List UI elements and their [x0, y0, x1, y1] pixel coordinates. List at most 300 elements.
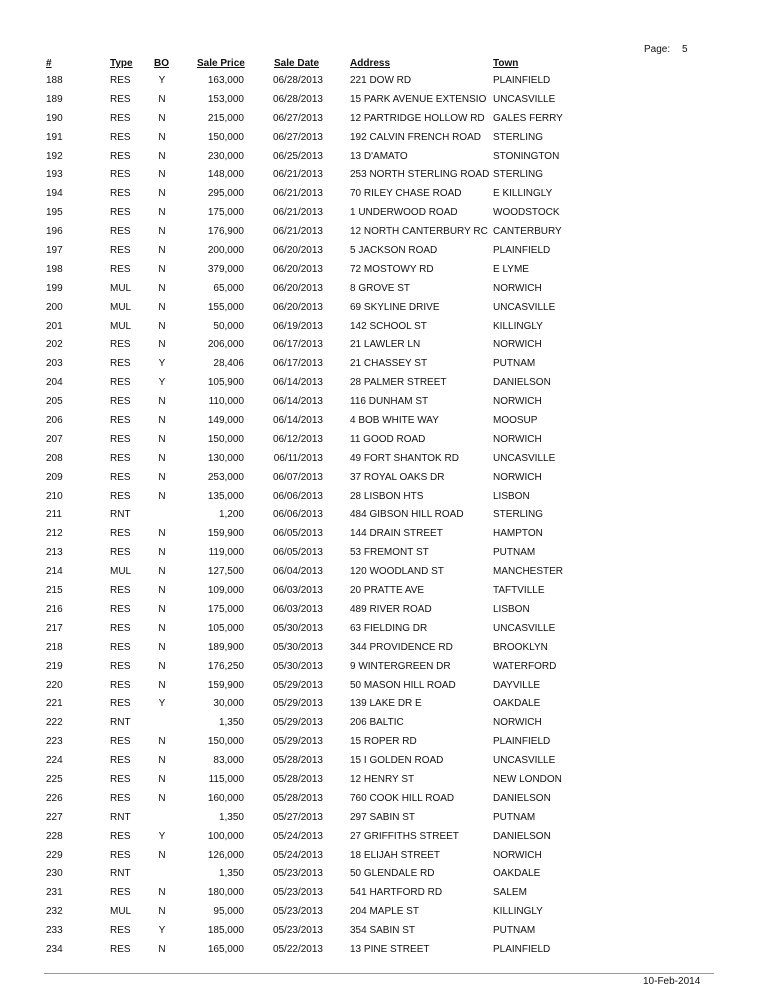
cell-type: RES [110, 547, 131, 559]
table-row [0, 526, 768, 545]
cell-number: 206 [46, 415, 63, 427]
cell-type: RNT [110, 717, 131, 729]
cell-sale-price: 110,000 [208, 396, 244, 408]
table-row [0, 640, 768, 659]
cell-sale-date: 06/03/2013 [272, 585, 323, 597]
cell-sale-price: 119,000 [208, 547, 244, 559]
cell-sale-date: 05/30/2013 [272, 660, 323, 672]
cell-bo: Y [158, 698, 166, 710]
cell-type: RES [110, 603, 131, 615]
cell-type: RES [110, 622, 131, 634]
cell-sale-date: 05/29/2013 [272, 698, 323, 710]
cell-town: STONINGTON [493, 150, 560, 162]
cell-sale-date: 05/23/2013 [272, 887, 323, 899]
cell-type: RES [110, 75, 131, 86]
table-row [0, 92, 768, 111]
cell-address: 15 ROPER RD [350, 736, 417, 748]
cell-sale-price: 105,000 [207, 622, 244, 634]
cell-town: MOOSUP [493, 415, 538, 427]
cell-address: 13 D'AMATO [350, 150, 408, 162]
cell-sale-date: 05/23/2013 [272, 925, 323, 937]
cell-address: 297 SABIN ST [350, 811, 416, 823]
cell-number: 228 [46, 830, 63, 842]
cell-town: STERLING [493, 169, 544, 181]
table-row [0, 866, 768, 885]
cell-bo: N [158, 755, 166, 767]
table-row [0, 319, 768, 338]
cell-sale-date: 05/29/2013 [272, 717, 323, 729]
table-row [0, 73, 768, 92]
table-row [0, 432, 768, 451]
cell-number: 226 [46, 792, 63, 804]
cell-address: 8 GROVE ST [350, 282, 411, 294]
cell-number: 230 [46, 868, 63, 880]
cell-number: 213 [46, 547, 63, 559]
table-row [0, 583, 768, 602]
cell-town: KILLINGLY [493, 906, 543, 918]
cell-type: RES [110, 358, 131, 370]
cell-address: 489 RIVER ROAD [350, 603, 432, 615]
cell-address: 221 DOW RD [350, 75, 412, 86]
cell-address: 116 DUNHAM ST [350, 396, 429, 408]
table-row [0, 621, 768, 640]
cell-town: NORWICH [493, 282, 542, 294]
cell-sale-price: 180,000 [207, 887, 244, 899]
cell-address: 49 FORT SHANTOK RD [350, 452, 459, 464]
cell-town: HAMPTON [493, 528, 543, 540]
table-row [0, 262, 768, 281]
cell-bo: N [158, 943, 166, 955]
cell-number: 200 [46, 301, 63, 313]
cell-sale-price: 200,000 [207, 245, 244, 257]
cell-type: RES [110, 698, 131, 710]
cell-sale-price: 379,000 [207, 263, 244, 275]
cell-town: E LYME [493, 263, 529, 275]
cell-number: 224 [46, 755, 63, 767]
cell-bo: N [158, 320, 166, 332]
cell-sale-price: 50,000 [213, 320, 244, 332]
cell-bo: N [158, 641, 166, 653]
cell-sale-date: 06/14/2013 [272, 415, 323, 427]
cell-town: GALES FERRY [493, 112, 563, 124]
cell-sale-price: 65,000 [213, 282, 244, 294]
cell-sale-date: 05/30/2013 [272, 641, 323, 653]
cell-type: RES [110, 849, 131, 861]
cell-bo: N [158, 603, 166, 615]
cell-number: 197 [46, 245, 63, 257]
cell-type: RES [110, 245, 131, 257]
cell-number: 204 [46, 377, 63, 389]
cell-bo: N [158, 490, 166, 502]
cell-bo: N [158, 282, 166, 294]
cell-number: 194 [46, 188, 63, 200]
cell-type: RES [110, 830, 131, 842]
cell-town: NEW LONDON [493, 773, 562, 785]
cell-bo: Y [158, 925, 166, 937]
cell-bo: N [158, 263, 166, 275]
cell-sale-price: 95,000 [213, 906, 244, 918]
cell-type: MUL [110, 320, 132, 332]
cell-bo: N [158, 849, 166, 861]
cell-town: LISBON [493, 490, 530, 502]
cell-sale-date: 05/28/2013 [272, 792, 323, 804]
cell-bo: N [158, 131, 166, 143]
cell-type: RES [110, 471, 131, 483]
cell-sale-date: 06/20/2013 [272, 282, 323, 294]
cell-number: 214 [46, 566, 63, 578]
cell-number: 199 [46, 282, 63, 294]
cell-address: 11 GOOD ROAD [350, 433, 426, 445]
cell-sale-price: 105,900 [207, 377, 244, 389]
cell-address: 13 PINE STREET [350, 943, 430, 955]
cell-type: MUL [110, 301, 132, 313]
cell-number: 223 [46, 736, 63, 748]
cell-town: SALEM [493, 887, 527, 899]
cell-type: RES [110, 528, 131, 540]
table-row [0, 602, 768, 621]
cell-town: KILLINGLY [493, 320, 543, 332]
cell-address: 69 SKYLINE DRIVE [350, 301, 440, 313]
cell-sale-date: 06/21/2013 [272, 169, 323, 181]
cell-sale-price: 150,000 [207, 736, 244, 748]
cell-address: 20 PRATTE AVE [350, 585, 425, 597]
cell-town: PLAINFIELD [493, 736, 551, 748]
cell-address: 9 WINTERGREEN DR [350, 660, 451, 672]
cell-number: 219 [46, 660, 63, 672]
cell-type: RES [110, 396, 131, 408]
cell-sale-date: 06/07/2013 [272, 471, 323, 483]
column-header-town: Town [493, 58, 519, 69]
cell-bo: N [158, 188, 166, 200]
table-row [0, 678, 768, 697]
cell-bo: N [158, 622, 166, 634]
cell-sale-price: 163,000 [207, 75, 244, 86]
cell-number: 201 [46, 320, 63, 332]
cell-type: RES [110, 925, 131, 937]
cell-bo: N [158, 773, 166, 785]
cell-sale-date: 06/11/2013 [273, 452, 323, 464]
cell-address: 1 UNDERWOOD ROAD [350, 207, 458, 219]
cell-sale-date: 06/05/2013 [272, 528, 323, 540]
cell-address: 760 COOK HILL ROAD [350, 792, 455, 804]
cell-bo: N [158, 415, 166, 427]
table-row [0, 904, 768, 923]
cell-address: 142 SCHOOL ST [350, 320, 427, 332]
cell-sale-price: 100,000 [207, 830, 244, 842]
table-row [0, 848, 768, 867]
table-row [0, 696, 768, 715]
cell-sale-price: 185,000 [207, 925, 244, 937]
cell-sale-date: 06/25/2013 [272, 150, 323, 162]
cell-town: DANIELSON [493, 377, 551, 389]
cell-sale-date: 06/27/2013 [272, 112, 323, 124]
cell-town: DAYVILLE [493, 679, 541, 691]
cell-sale-date: 06/05/2013 [272, 547, 323, 559]
cell-address: 12 PARTRIDGE HOLLOW RD [350, 112, 485, 124]
cell-sale-price: 127,500 [207, 566, 244, 578]
cell-type: RES [110, 377, 131, 389]
cell-bo: N [158, 150, 166, 162]
table-row [0, 149, 768, 168]
table-row [0, 224, 768, 243]
cell-address: 18 ELIJAH STREET [350, 849, 441, 861]
cell-sale-date: 06/28/2013 [272, 93, 323, 105]
cell-sale-price: 150,000 [207, 433, 244, 445]
cell-sale-price: 28,406 [213, 358, 244, 370]
cell-bo: N [158, 679, 166, 691]
cell-sale-date: 05/28/2013 [272, 755, 323, 767]
cell-bo: N [158, 245, 166, 257]
table-row [0, 451, 768, 470]
table-row [0, 545, 768, 564]
table-row [0, 243, 768, 262]
table-row [0, 507, 768, 526]
cell-sale-price: 160,000 [207, 792, 244, 804]
cell-town: NORWICH [493, 849, 542, 861]
cell-town: PUTNAM [493, 358, 536, 370]
cell-type: RES [110, 188, 131, 200]
cell-sale-price: 130,000 [207, 452, 244, 464]
table-row [0, 791, 768, 810]
cell-town: UNCASVILLE [493, 452, 556, 464]
cell-bo: Y [158, 377, 166, 389]
cell-sale-price: 109,000 [207, 585, 244, 597]
cell-town: NORWICH [493, 471, 542, 483]
cell-address: 28 PALMER STREET [350, 377, 447, 389]
cell-town: E KILLINGLY [493, 188, 553, 200]
cell-town: UNCASVILLE [493, 93, 556, 105]
table-row [0, 564, 768, 583]
cell-sale-date: 05/22/2013 [272, 943, 323, 955]
cell-sale-price: 159,900 [207, 679, 244, 691]
cell-number: 191 [46, 131, 63, 143]
cell-number: 209 [46, 471, 63, 483]
cell-bo: N [158, 112, 166, 124]
cell-town: PLAINFIELD [493, 943, 551, 955]
cell-sale-date: 05/23/2013 [272, 868, 323, 880]
cell-number: 193 [46, 169, 63, 181]
cell-number: 210 [46, 490, 63, 502]
cell-bo: Y [158, 75, 166, 86]
cell-type: RES [110, 887, 131, 899]
table-row [0, 300, 768, 319]
cell-sale-date: 05/24/2013 [272, 830, 323, 842]
cell-town: DANIELSON [493, 830, 551, 842]
cell-sale-date: 06/20/2013 [272, 245, 323, 257]
cell-town: STERLING [493, 509, 544, 521]
cell-sale-date: 05/28/2013 [272, 773, 323, 785]
table-row [0, 715, 768, 734]
table-row [0, 489, 768, 508]
cell-address: 541 HARTFORD RD [350, 887, 443, 899]
cell-type: RES [110, 943, 131, 955]
cell-sale-date: 05/23/2013 [272, 906, 323, 918]
cell-type: RES [110, 339, 131, 351]
cell-sale-date: 06/17/2013 [272, 358, 323, 370]
cell-sale-price: 83,000 [213, 755, 244, 767]
table-row [0, 337, 768, 356]
cell-town: UNCASVILLE [493, 622, 556, 634]
table-row [0, 942, 768, 961]
column-header-sale-date: Sale Date [274, 58, 320, 69]
cell-bo: N [158, 452, 166, 464]
cell-number: 192 [46, 150, 63, 162]
table-row [0, 167, 768, 186]
cell-address: 344 PROVIDENCE RD [350, 641, 453, 653]
cell-number: 231 [46, 887, 63, 899]
cell-town: CANTERBURY [493, 226, 562, 238]
table-row [0, 356, 768, 375]
cell-bo: Y [158, 358, 166, 370]
table-row [0, 734, 768, 753]
table-row [0, 281, 768, 300]
cell-number: 205 [46, 396, 63, 408]
cell-type: MUL [110, 906, 132, 918]
table-row [0, 111, 768, 130]
cell-bo: N [158, 226, 166, 238]
cell-bo: N [158, 585, 166, 597]
cell-type: RNT [110, 868, 131, 880]
page-label: Page: [644, 44, 671, 55]
cell-type: RES [110, 679, 131, 691]
table-row [0, 659, 768, 678]
table-row [0, 205, 768, 224]
cell-sale-date: 06/14/2013 [272, 396, 323, 408]
cell-type: RES [110, 263, 131, 275]
cell-number: 196 [46, 226, 63, 238]
cell-number: 233 [46, 925, 63, 937]
cell-town: WATERFORD [493, 660, 557, 672]
cell-type: RNT [110, 811, 131, 823]
cell-address: 206 BALTIC [350, 717, 404, 729]
cell-address: 15 I GOLDEN ROAD [350, 755, 444, 767]
cell-town: MANCHESTER [493, 566, 564, 578]
cell-number: 190 [46, 112, 63, 124]
cell-type: RES [110, 792, 131, 804]
cell-bo: N [158, 528, 166, 540]
cell-number: 195 [46, 207, 63, 219]
column-header-sale-price: Sale Price [197, 58, 245, 69]
cell-address: 21 LAWLER LN [350, 339, 421, 351]
cell-sale-price: 1,350 [218, 811, 244, 823]
cell-number: 227 [46, 811, 63, 823]
cell-type: RES [110, 150, 131, 162]
cell-town: OAKDALE [493, 868, 541, 880]
cell-town: UNCASVILLE [493, 755, 556, 767]
cell-sale-price: 155,000 [207, 301, 244, 313]
cell-type: RES [110, 415, 131, 427]
cell-address: 27 GRIFFITHS STREET [350, 830, 459, 842]
cell-sale-price: 1,200 [218, 509, 244, 521]
cell-number: 208 [46, 452, 63, 464]
cell-town: OAKDALE [493, 698, 541, 710]
cell-address: 139 LAKE DR E [350, 698, 422, 710]
cell-type: RES [110, 433, 131, 445]
cell-sale-price: 295,000 [207, 188, 244, 200]
cell-address: 253 NORTH STERLING ROAD [350, 169, 489, 181]
cell-address: 120 WOODLAND ST [350, 566, 444, 578]
cell-type: RES [110, 452, 131, 464]
cell-address: 63 FIELDING DR [350, 622, 428, 634]
cell-bo: N [158, 906, 166, 918]
cell-sale-date: 06/28/2013 [272, 75, 323, 86]
cell-town: NORWICH [493, 433, 542, 445]
cell-sale-price: 175,000 [207, 603, 244, 615]
cell-town: TAFTVILLE [493, 585, 545, 597]
cell-town: PUTNAM [493, 811, 536, 823]
column-header-bo: BO [154, 58, 169, 69]
cell-sale-date: 06/21/2013 [272, 226, 323, 238]
cell-town: PLAINFIELD [493, 245, 551, 257]
cell-sale-price: 215,000 [207, 112, 244, 124]
cell-sale-price: 165,000 [207, 943, 244, 955]
cell-sale-price: 253,000 [207, 471, 244, 483]
cell-sale-date: 06/27/2013 [272, 131, 323, 143]
cell-number: 207 [46, 433, 63, 445]
cell-sale-date: 06/03/2013 [272, 603, 323, 615]
cell-town: BROOKLYN [493, 641, 548, 653]
cell-sale-price: 135,000 [207, 490, 244, 502]
cell-type: RES [110, 169, 131, 181]
cell-sale-price: 1,350 [218, 717, 244, 729]
table-row [0, 470, 768, 489]
cell-number: 203 [46, 358, 63, 370]
cell-address: 50 MASON HILL ROAD [350, 679, 456, 691]
cell-town: PLAINFIELD [493, 75, 551, 86]
cell-number: 216 [46, 603, 63, 615]
cell-address: 192 CALVIN FRENCH ROAD [350, 131, 481, 143]
cell-type: RES [110, 585, 131, 597]
cell-bo: Y [158, 830, 166, 842]
cell-sale-date: 05/24/2013 [272, 849, 323, 861]
cell-number: 220 [46, 679, 63, 691]
table-row [0, 772, 768, 791]
table-row [0, 375, 768, 394]
cell-address: 15 PARK AVENUE EXTENSIO [350, 93, 487, 105]
cell-sale-price: 153,000 [207, 93, 244, 105]
table-row [0, 923, 768, 942]
cell-sale-date: 06/21/2013 [272, 207, 323, 219]
cell-type: RES [110, 641, 131, 653]
cell-bo: N [158, 792, 166, 804]
cell-address: 12 HENRY ST [350, 773, 415, 785]
column-header-number: # [46, 58, 52, 69]
cell-sale-date: 06/14/2013 [272, 377, 323, 389]
cell-number: 234 [46, 943, 63, 955]
cell-number: 188 [46, 75, 63, 86]
cell-sale-price: 149,000 [207, 415, 244, 427]
cell-number: 215 [46, 585, 63, 597]
report-date: 10-Feb-2014 [643, 976, 701, 987]
cell-address: 21 CHASSEY ST [350, 358, 428, 370]
table-row [0, 394, 768, 413]
cell-bo: N [158, 207, 166, 219]
cell-town: DANIELSON [493, 792, 551, 804]
cell-address: 70 RILEY CHASE ROAD [350, 188, 462, 200]
cell-sale-price: 115,000 [208, 773, 244, 785]
cell-town: NORWICH [493, 396, 542, 408]
cell-type: RES [110, 736, 131, 748]
cell-address: 354 SABIN ST [350, 925, 416, 937]
table-row [0, 186, 768, 205]
cell-town: PUTNAM [493, 925, 536, 937]
cell-sale-date: 06/21/2013 [272, 188, 323, 200]
cell-town: UNCASVILLE [493, 301, 556, 313]
cell-sale-date: 06/12/2013 [272, 433, 323, 445]
cell-address: 53 FREMONT ST [350, 547, 429, 559]
cell-sale-price: 159,900 [207, 528, 244, 540]
cell-town: LISBON [493, 603, 530, 615]
